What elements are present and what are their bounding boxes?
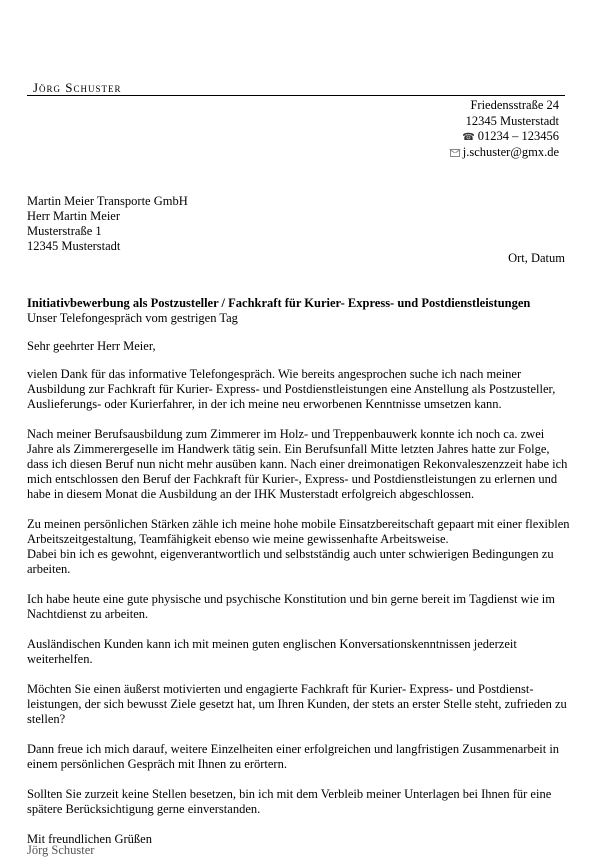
telephone-icon: ☎ [462, 132, 475, 143]
sender-city: 12345 Musterstadt [465, 113, 559, 128]
sender-street: Friedensstraße 24 [470, 98, 559, 112]
recipient-street: Musterstraße 1 [27, 224, 102, 238]
sender-email-line [259, 145, 559, 161]
subject-title: Initiativbewerbung als Postzusteller / Fachkraft für Kurier- Express- und Postdienstleistungen [27, 296, 531, 310]
envelope-icon [450, 149, 460, 157]
paragraph: Ich habe heute eine gute physische und psychische Konstitution und bin gerne bereit im Tagdienst wie im Nachtdienst zu arbeiten. [27, 592, 555, 621]
paragraph: Zu meinen persönlichen Stärken zähle ich meine hohe mobile Einsatzbereitschaft gepaart mit einer flexiblen Arbeitszeitgestaltung, Teamfähigkeit ebenso wie meine gewissenhafte Arbeitsweise. Dabei bin ich es gewohnt, eigenverantwortlich und selbstständig auch unter schwierigen Bedingungen zu arbeiten. [27, 517, 570, 576]
sender-name: Jörg Schuster [33, 80, 122, 95]
paragraph: Möchten Sie einen äußerst motivierten und engagierte Fachkraft für Kurier- Express- und Postdienst-leistungen, der sich bewusst Ziele gesetzt hat, um Ihren Kunden, der stets an erster Stelle steht, zufrieden zu stellen? [27, 682, 567, 726]
paragraph: Nach meiner Berufsausbildung zum Zimmerer im Holz- und Treppenbauwerk konnte ich noch ca. zwei Jahre als Zimmerergeselle im Handwerk tätig sein. Ein Berufsunfall Mitte letzten Jahres hatte zur Folge, dass ich diesen Beruf nun nicht mehr ausüben kann. Nach einer dreimonatigen Rekonvaleszenzzeit habe ich mich entschlossen den Beruf der Fachkraft für Kurier-, Express- und Postdienstleistungen zu erlernen und habe in diesem Monat die Ausbildung an der IHK Musterstadt erfolgreich abgeschlossen. [27, 427, 568, 501]
closing: Mit freundlichen Grüßen [27, 832, 152, 846]
place-date: Ort, Datum [508, 251, 565, 265]
subject-reference: Unser Telefongespräch vom gestrigen Tag [27, 311, 238, 325]
recipient-person: Herr Martin Meier [27, 209, 121, 223]
header-divider [27, 95, 565, 96]
subject-block [27, 296, 572, 326]
letter-body [27, 339, 572, 862]
sender-email: j.schuster@gmx.de [462, 144, 559, 159]
sender-phone: 01234 – 123456 [477, 129, 559, 143]
paragraph: Sollten Sie zurzeit keine Stellen besetzen, bin ich mit dem Verbleib meiner Unterlagen bei Ihnen für eine spätere Berücksichtigung gerne einverstanden. [27, 787, 552, 816]
recipient-company: Martin Meier Transporte GmbH [27, 194, 188, 208]
paragraph: vielen Dank für das informative Telefongespräch. Wie bereits angesprochen suche ich nach meiner Ausbildung zur Fachkraft für Kurier- Express- und Postdienstleistungen eine Anstellung als Postzusteller, Auslieferungs- oder Kurierfahrer, in der ich meine neu erworbenen Kenntnisse umsetzen kann. [27, 367, 556, 411]
sender-address [259, 98, 559, 160]
paragraph: Dann freue ich mich darauf, weitere Einzelheiten einer erfolgreichen und langfristigen Zusammenarbeit in einem persönlichen Gespräch mit Ihnen zu erörtern. [27, 742, 560, 771]
recipient-address [27, 194, 188, 254]
salutation: Sehr geehrter Herr Meier, [27, 339, 156, 353]
signature: Jörg Schuster [27, 843, 95, 857]
recipient-city: 12345 Musterstadt [27, 239, 121, 253]
paragraph: Ausländischen Kunden kann ich mit meinen guten englischen Konversationskenntnissen jederzeit weiterhelfen. [27, 637, 517, 666]
sender-phone-line [259, 129, 559, 145]
